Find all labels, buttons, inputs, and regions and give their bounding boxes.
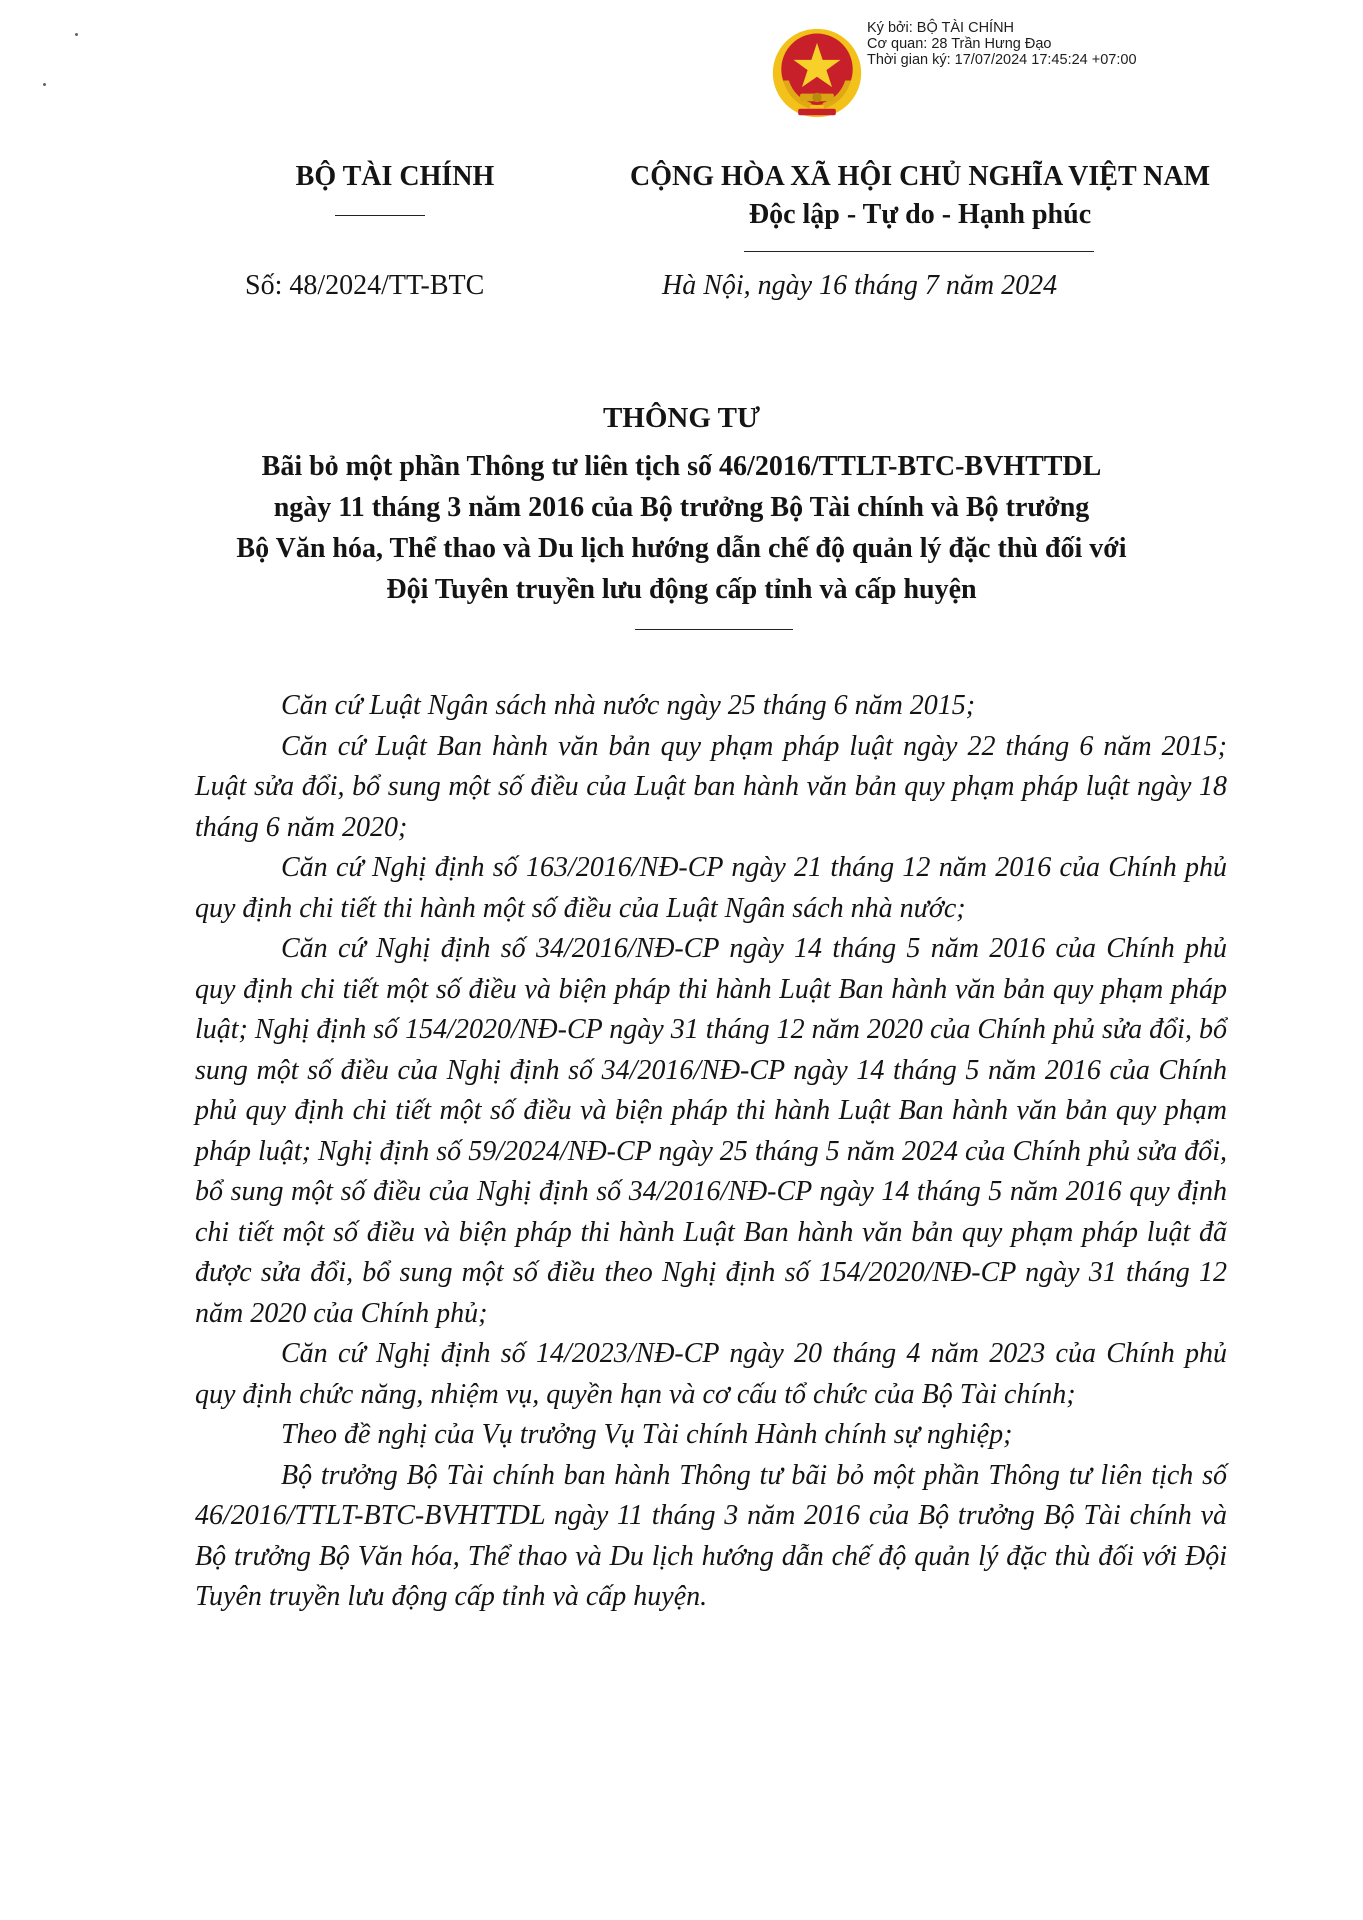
proposal-paragraph: Theo đề nghị của Vụ trưởng Vụ Tài chính Hành chính sự nghiệp; [281,1419,1013,1450]
issuing-agency-header [230,158,560,196]
legal-basis-paragraph: Căn cứ Nghị định số 14/2023/NĐ-CP ngày 20 tháng 4 năm 2023 của Chính phủ quy định chức năng, nhiệm vụ, quyền hạn và cơ cấu tổ chức của Bộ Tài chính; [195,1338,1227,1410]
legal-basis-paragraph: Căn cứ Luật Ngân sách nhà nước ngày 25 tháng 6 năm 2015; [281,690,976,721]
preamble [195,686,1227,1618]
legal-basis-paragraph: Căn cứ Luật Ban hành văn bản quy phạm pháp luật ngày 22 tháng 6 năm 2015; Luật sửa đổi, bổ sung một số điều của Luật ban hành văn bản quy phạm pháp luật ngày 18 tháng 6 năm 2020; [195,730,1227,843]
subject-line: Bãi bỏ một phần Thông tư liên tịch số 46/2016/TTLT-BTC-BVHTTDL [261,451,1102,482]
scan-speck [75,33,78,36]
country-name: CỘNG HÒA XÃ HỘI CHỦ NGHĨA VIỆT NAM [629,161,1211,192]
motto-divider [744,251,1094,252]
title-divider [635,629,793,630]
signing-agency-text: Cơ quan: 28 Trần Hưng Đạo [867,36,1052,52]
subject-line: ngày 11 tháng 3 năm 2016 của Bộ trưởng Bộ Tài chính và Bộ trưởng [273,492,1090,523]
legal-basis-paragraph: Căn cứ Nghị định số 163/2016/NĐ-CP ngày 21 tháng 12 năm 2016 của Chính phủ quy định chi tiết thi hành một số điều của Luật Ngân sách nhà nước; [195,852,1227,924]
document-subject [150,446,1213,610]
agency-name: BỘ TÀI CHÍNH [295,161,495,192]
legal-basis-paragraph: Căn cứ Nghị định số 34/2016/NĐ-CP ngày 14 tháng 5 năm 2016 của Chính phủ quy định chi tiết một số điều và biện pháp thi hành Luật Ban hành văn bản quy phạm pháp luật; Nghị định số 154/2020/NĐ-CP ngày 31 tháng 12 năm 2020 của Chính phủ sửa đổi, bổ sung một số điều của Nghị định số 34/2016/NĐ-CP ngày 14 tháng 5 năm 2016 của Chính phủ quy định chi tiết một số điều và biện pháp thi hành Luật Ban hành văn bản quy phạm pháp luật; Nghị định số 59/2024/NĐ-CP ngày 25 tháng 5 năm 2024 của Chính phủ sửa đổi, bổ sung một số điều của Nghị định số 34/2016/NĐ-CP ngày 14 tháng 5 năm 2016 quy định chi tiết một số điều và biện pháp thi hành Luật Ban hành văn bản quy phạm pháp luật đã được sửa đổi, bổ sung một số điều theo Nghị định số 154/2020/NĐ-CP ngày 31 tháng 12 năm 2020 của Chính phủ; [195,933,1227,1329]
signed-time-text: Thời gian ký: 17/07/2024 17:45:24 +07:00 [867,52,1137,68]
document-number: Số: 48/2024/TT-BTC [245,270,485,301]
signature-details [867,20,1137,68]
place-and-date: Hà Nội, ngày 16 tháng 7 năm 2024 [662,270,1058,301]
signed-by-text: Ký bởi: BỘ TÀI CHÍNH [867,20,1015,36]
subject-line: Bộ Văn hóa, Thể thao và Du lịch hướng dẫn chế độ quản lý đặc thù đối với [236,533,1127,564]
scan-speck [43,83,46,86]
document-type-title: THÔNG TƯ [602,402,761,434]
vietnam-national-emblem-icon [770,26,864,120]
digital-signature [770,20,1210,120]
national-header [570,158,1270,234]
national-motto: Độc lập - Tự do - Hạnh phúc [748,199,1092,230]
issuance-paragraph: Bộ trưởng Bộ Tài chính ban hành Thông tư bãi bỏ một phần Thông tư liên tịch số 46/2016/TTLT-BTC-BVHTTDL ngày 11 tháng 3 năm 2016 của Bộ trưởng Bộ Tài chính và Bộ trưởng Bộ Văn hóa, Thể thao và Du lịch hướng dẫn chế độ quản lý đặc thù đối với Đội Tuyên truyền lưu động cấp tỉnh và cấp huyện. [195,1459,1227,1612]
subject-line: Đội Tuyên truyền lưu động cấp tỉnh và cấp huyện [386,574,977,605]
agency-divider [335,215,425,216]
